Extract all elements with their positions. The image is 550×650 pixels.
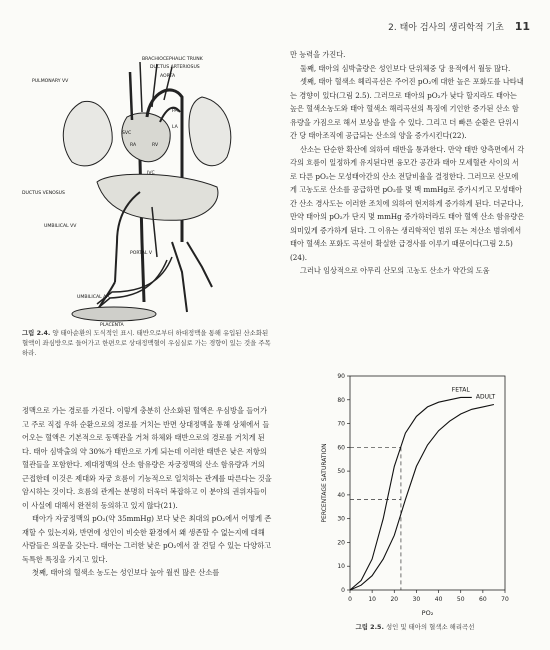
caption-text: 성인 및 태아의 혈색소 해리곡선 <box>385 623 475 631</box>
fetal-circulation-diagram <box>22 42 277 327</box>
label-ductus-venosus: DUCTUS VENOSUS <box>22 191 65 196</box>
x-tick-label: 0 <box>348 596 352 603</box>
y-axis-label: PERCENTAGE SATURATION <box>321 443 328 523</box>
x-axis-label: PO₂ <box>421 609 434 617</box>
page-header <box>300 20 530 33</box>
label-portal-v: PORTAL V <box>130 251 152 256</box>
right-column <box>290 48 525 278</box>
x-tick-label: 70 <box>501 596 509 603</box>
x-tick-label: 50 <box>456 596 465 603</box>
paragraph: 산소는 단순한 확산에 의하여 태반을 통과한다. 만약 태반 양측면에서 각각의 흐름이 일정하게 유지된다면 융모간 공간과 태아 모세혈관 사이의 서로 다른 pO₂는 모성태아간의 산소 전달비율을 결정한다. 그러므로 산모에게 고농도로 산소를 공급하면 pO₂를 몇 백 mmHg로 증가시키고 모성태아간 산소 경사도는 이러한 조치에 의하여 현저하게 증가하게 된다. 더군다나, 만약 태아의 pO₂가 단지 몇 mmHg 증가하더라도 태아 혈액 산소 함유량은 의미있게 증가하게 된다. 그 이유는 생리학적인 범위 또는 저산소 범위에서 태아 혈색소 포화도 곡선이 확실한 급경사를 이루기 때문이다(그림 2.5)(24). <box>290 144 525 262</box>
figure-label: 그림 2.5. <box>355 623 384 631</box>
label-svc: SVC <box>122 131 132 136</box>
figure-label: 그림 2.4. <box>22 329 51 337</box>
y-tick-label: 10 <box>337 563 345 571</box>
paragraph: 정맥으로 가는 경로를 가진다. 이렇게 충분히 산소화된 혈액은 우심방을 들어가고 주로 직접 우하 순환으로의 경로를 거치는 반면 상대정맥을 통해 상체에서 들어오는 혈액은 기본적으로 동맥관을 거쳐 하체와 태반으로의 경로를 거치게 된다. 태아 심박출의 약 30%가 태반으로 가게 되는데 이러한 태반은 낮은 저항의 혈관들을 포함한다. 제대정맥의 산소 함유량은 자궁정맥의 산소 함유량과 거의 근접한데 이것은 제대와 자궁 흐름이 기능적으로 일치하는 관계를 따른다는 것을 암시하는 것이다. 흐름의 관계는 분명히 더욱더 복잡하고 이 분야의 권위자들이 이 사실에 대해서 완전히 동의하고 있지 않다(21). <box>22 406 272 510</box>
label-ra: RA <box>130 143 137 148</box>
label-pa: PA <box>172 109 178 114</box>
curve-fetal <box>350 397 472 590</box>
series-label-adult: ADULT <box>475 393 496 401</box>
x-tick-label: 10 <box>368 596 376 603</box>
y-tick-label: 70 <box>337 420 345 428</box>
y-tick-label: 30 <box>337 515 345 523</box>
label-ductus-arteriosus: DUCTUS ARTERIOSUS <box>150 65 200 70</box>
label-trunk: BRACHIOCEPHALIC TRUNK <box>142 57 203 62</box>
y-tick-label: 80 <box>337 396 345 404</box>
caption-text: 양 태아순환의 도식적인 표시. 태반으로부터 하대정맥을 통해 유입된 산소화된 혈액이 좌심방으로 들어가고 한편으로 상대정맥혈이 우심실로 가는 경향이 있는 것을 주목하라. <box>22 329 271 357</box>
label-rv: RV <box>152 143 159 148</box>
label-umbilical-aa: UMBILICAL AA <box>77 295 110 300</box>
label-la: LA <box>172 125 178 130</box>
label-aorta: AORTA <box>160 74 176 79</box>
x-tick-label: 20 <box>390 596 399 603</box>
label-pulmonary: PULMONARY VV <box>32 79 69 84</box>
paragraph: 만 능력을 가진다. <box>290 50 346 59</box>
page-number: 11 <box>514 20 530 33</box>
y-tick-label: 0 <box>341 587 345 594</box>
figure-caption-2-4 <box>22 328 272 358</box>
x-tick-label: 40 <box>434 596 443 603</box>
plot-frame <box>350 376 505 590</box>
x-tick-label: 60 <box>479 596 487 603</box>
y-tick-label: 50 <box>337 468 345 476</box>
label-ivc: IVC <box>147 171 155 176</box>
x-tick-label: 30 <box>412 596 421 603</box>
y-tick-label: 40 <box>337 491 345 499</box>
y-tick-label: 20 <box>337 539 345 547</box>
paragraph: 둘째, 태아의 심박출량은 성인보다 단위체중 당 용적에서 월등 많다. <box>300 63 511 73</box>
y-tick-label: 90 <box>337 373 345 380</box>
left-column <box>22 404 272 580</box>
paragraph: 첫째, 태아의 혈색소 농도는 성인보다 높아 월씬 많은 산소를 <box>32 568 220 577</box>
label-placenta: PLACENTA <box>100 323 124 327</box>
y-tick-label: 60 <box>337 444 345 452</box>
paragraph: 셋째, 태아 혈색소 헤리곡선은 주어진 pO₂에 대한 높은 포화도를 나타내는 경향이 있다(그림 2.5). 그러므로 태아의 pO₂가 낮다 할지라도 태아는 높은 혈색소농도와 태아 혈색소 해리곡선의 특징에 기인한 증가된 산소 함유량을 가짐으로 해서 보상을 받을 수 있다. 그리고 더 빠른 순환은 단위시간 당 태아조직에 공급되는 산소의 양을 증가시킨다(22). <box>290 77 524 140</box>
chapter-title: 2. 태아 검사의 생리학적 기초 <box>388 23 504 33</box>
series-label-fetal: FETAL <box>451 386 470 394</box>
dissociation-chart <box>290 362 530 620</box>
paragraph: 태아가 자궁정맥의 pO₂(약 35mmHg) 보다 낮은 최대의 pO₂에서 어떻게 존재할 수 있는지와, 반면에 성인이 비슷한 환경에서 왜 생존할 수 없는지에 대해 사람들은 의문을 갖는다. 태아는 그러한 낮은 pO₂에서 잘 견딜 수 있는 다양하고 독특한 특징을 가지고 있다. <box>22 514 272 564</box>
label-umbilical-vv: UMBILICAL VV <box>44 224 77 229</box>
figure-caption-2-5 <box>300 622 530 632</box>
curve-adult <box>350 405 494 591</box>
paragraph: 그러나 임상적으로 아무리 산모의 고농도 산소가 약간의 도움 <box>300 266 490 275</box>
